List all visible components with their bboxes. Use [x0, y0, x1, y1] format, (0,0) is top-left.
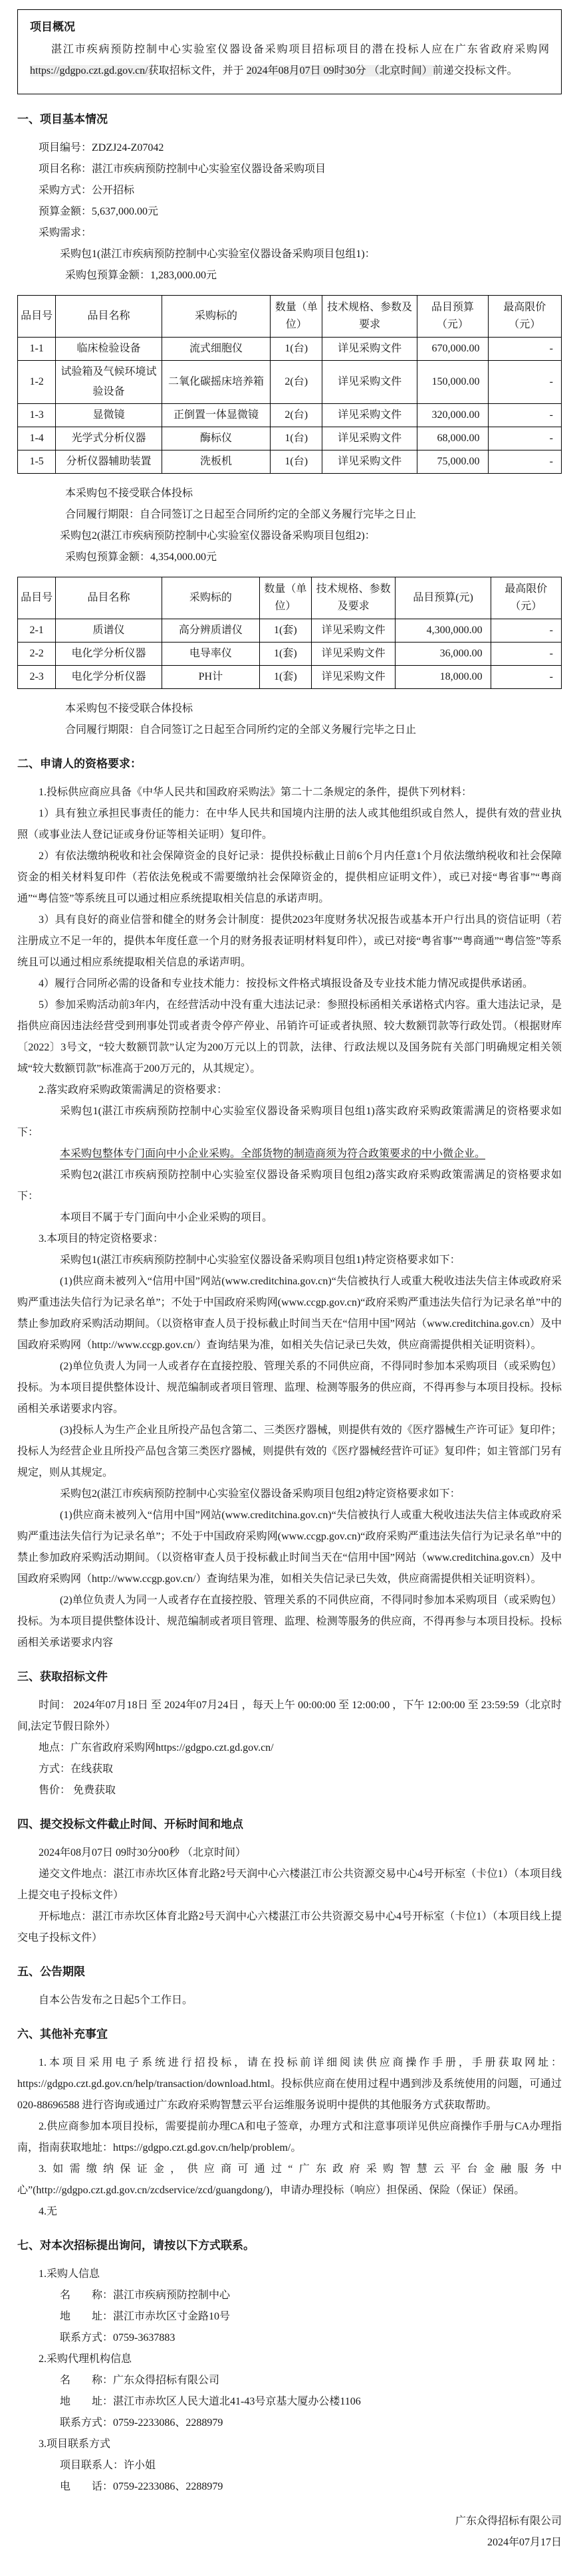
item-row [18, 450, 562, 474]
qualification-paragraph: 5）参加采购活动前3年内，在经营活动中没有重大违法记录：参照投标函相关承诺格式内容。重大违法记录，是指供应商因违法经营受到刑事处罚或者责令停产停业、吊销许可证或者执照、较大数额罚款等行政处罚。（根据财库〔2022〕3号文，“较大数额罚款”认定为200万元以上的罚款，法律、行政法规以及国务院有关部门明确规定相关领域“较大数额罚款”标准高于200万元的，从其规定）。 [17, 999, 562, 1074]
contact-line: 2.采购代理机构信息 [39, 2353, 132, 2365]
item-cell: 2(台) [271, 404, 322, 427]
column-header: 技术规格、参数及要求 [311, 577, 396, 619]
item-row [18, 361, 562, 404]
contact-line: 地 址：湛江市赤坎区人民大道北41-43号京基大厦办公楼1106 [60, 2396, 361, 2407]
item-cell: 详见采购文件 [311, 666, 396, 689]
item-cell: - [491, 666, 561, 689]
item-cell: 1(套) [259, 666, 311, 689]
item-cell: 2-3 [18, 666, 56, 689]
qualification-paragraph: (2)单位负责人为同一人或者存在直接控股、管理关系的不同供应商，不得同时参加本采购项目（或采购包）投标。为本项目提供整体设计、规范编制或者项目管理、监理、检测等服务的供应商，不得再参与本项目投标。投标函相关承诺要求内容 [17, 1595, 562, 1648]
contact-line: 3.项目联系方式 [39, 2438, 111, 2450]
item-cell: 2-1 [18, 619, 56, 643]
section-1-heading: 一、项目基本情况 [17, 113, 108, 126]
other-matter: 3.如需缴纳保证金，供应商可通过“广东政府采购智慧云平台金融服务中心”(http://gdgpo.czt.gd.gov.cn/zcdservice/zcd/guangdong/)，申请办理投标（响应）担保函、保险（保证）保函。 [17, 2163, 562, 2196]
item-cell: 1-3 [18, 404, 56, 427]
item-cell: 二氧化碳摇床培养箱 [162, 361, 271, 404]
announcement-period-lines [17, 1990, 562, 2011]
item-cell: 详见采购文件 [322, 404, 417, 427]
section-5-heading: 五、公告期限 [17, 1965, 85, 1978]
header-row [18, 296, 562, 338]
project-field: 预算金额：5,637,000.00元 [39, 206, 159, 217]
package-note: 合同履行期限：自合同签订之日起至合同所约定的全部义务履行完毕之日止 [65, 724, 417, 736]
item-cell: 1-2 [18, 361, 56, 404]
section-7-heading: 七、对本次招标提出询问，请按以下方式联系。 [17, 2239, 255, 2252]
item-cell: 4,300,000.00 [396, 619, 491, 643]
item-cell: 2-2 [18, 643, 56, 666]
qualification-paragraph: 4）履行合同所必需的设备和专业技术能力：按投标文件格式填报设备及专业技术能力情况或提供承诺函。 [39, 978, 534, 989]
item-cell: 1(套) [259, 619, 311, 643]
item-cell: 电化学分析仪器 [56, 643, 162, 666]
package2-notes [17, 698, 562, 741]
item-cell: 1(台) [271, 427, 322, 450]
column-header: 技术规格、参数及要求 [322, 296, 417, 338]
qualification-paragraph: 2）有依法缴纳税收和社会保障资金的良好记录：提供投标截止日前6个月内任意1个月依法缴纳税收和社会保障资金的相关材料复印件（若依法免税或不需要缴纳社会保障资金的，提供相应证明文件），或已对接“粤省事”“粤商通”“粤信签”等系统且可以通过相应系统提取相关信息的承诺声明。 [17, 850, 562, 904]
submission-line: 开标地点：湛江市赤坎区体育北路2号天润中心六楼湛江市公共资源交易中心4号开标室（卡位1）（本项目线上提交电子投标文件） [17, 1911, 562, 1943]
column-header: 品目名称 [56, 296, 162, 338]
qualification-paragraph: (1)供应商未被列入“信用中国”网站(www.creditchina.gov.cn)“失信被执行人或重大税收违法失信主体或政府采购严重违法失信行为记录名单”；不处于中国政府采购网(www.ccgp.gov.cn)“政府采购严重违法失信行为记录名单”中的禁止参加政府采购活动期间。（以资格审查人员于投标截止时间当天在“信用中国”网站（www.creditchina.gov.cn）及中国政府采购网（http://www.ccgp.gov.cn/）查询结果为准，如相关失信记录已失效，供应商需提供相关证明资料）。 [17, 1510, 562, 1585]
item-row [18, 404, 562, 427]
item-cell: 1-4 [18, 427, 56, 450]
item-cell: 75,000.00 [417, 450, 488, 474]
item-cell: 18,000.00 [396, 666, 491, 689]
item-cell: 1(台) [271, 338, 322, 361]
package1-title: 采购包1(湛江市疾病预防控制中心实验室仪器设备采购项目包组1)： [60, 248, 376, 260]
column-header: 数量（单位） [259, 577, 311, 619]
project-field: 项目编号：ZDZJ24-Z07042 [39, 142, 164, 153]
item-cell: 电导率仪 [162, 643, 259, 666]
header-row [18, 577, 562, 619]
qualification-paragraph: (3)投标人为生产企业且所投产品包含第二、三类医疗器械，则提供有效的《医疗器械生产许可证》复印件；投标人为经营企业且所投产品包含第三类医疗器械，则提供有效的《医疗器械经营许可证》复印件；如主管部门另有规定，则从其规定。 [17, 1425, 562, 1478]
overview-title: 项目概况 [30, 21, 75, 33]
item-row [18, 619, 562, 643]
project-field: 采购方式：公开招标 [39, 185, 135, 196]
qualification-paragraph: 采购包2(湛江市疾病预防控制中心实验室仪器设备采购项目包组2)特定资格要求如下： [60, 1488, 461, 1500]
item-cell: 临床检验设备 [56, 338, 162, 361]
other-matter: 2.供应商参加本项目投标，需要提前办理CA和电子签章，办理方式和注意事项详见供应商操作手册与CA办理指南，指南获取地址：https://gdgpo.czt.gd.gov.cn/help/problem/。 [17, 2121, 562, 2153]
qualification-paragraph: 采购包2(湛江市疾病预防控制中心实验室仪器设备采购项目包组2)落实政府采购政策需满足的资格要求如下： [17, 1169, 562, 1202]
contact-line: 名 称：湛江市疾病预防控制中心 [60, 2290, 231, 2301]
section-6-heading: 六、其他补充事宜 [17, 2028, 108, 2040]
signature-date: 2024年07月17日 [487, 2537, 562, 2548]
qualification-paragraph: 3）具有良好的商业信誉和健全的财务会计制度：提供2023年度财务状况报告或基本开户行出具的资信证明（若注册成立不足一年的，提供本年度任意一个月的财务报表证明材料复印件），或已对接“粤省事”“粤商通”“粤信签”等系统且可以通过相应系统提取相关信息的承诺声明。 [17, 914, 562, 968]
obtain-document-lines [17, 1695, 562, 1801]
item-cell: - [488, 338, 561, 361]
qualification-paragraph: 1.投标供应商应具备《中华人民共和国政府采购法》第二十二条规定的条件，提供下列材料： [39, 787, 473, 798]
package1-notes [17, 483, 562, 526]
item-cell: 正倒置一体显微镜 [162, 404, 271, 427]
item-cell: 详见采购文件 [322, 338, 417, 361]
bid-submission-deadline: 2024年08月07日 09时30分 （北京时间） [246, 65, 433, 76]
item-row [18, 338, 562, 361]
item-cell: 详见采购文件 [322, 361, 417, 404]
obtain-line: 时间： 2024年07月18日 至 2024年07月24日 ，每天上午 00:00:00 至 12:00:00 ，下午 12:00:00 至 23:59:59（北京时间,法定节假日除外） [17, 1700, 562, 1732]
item-cell: 高分辨质谱仪 [162, 619, 259, 643]
contact-line: 名 称：广东众得招标有限公司 [60, 2375, 220, 2386]
package-note: 本采购包不接受联合体投标 [65, 488, 193, 499]
column-header: 品目号 [18, 296, 56, 338]
item-cell: 详见采购文件 [322, 450, 417, 474]
project-basic-fields [17, 138, 562, 244]
package-note: 本采购包不接受联合体投标 [65, 703, 193, 714]
item-cell: 详见采购文件 [311, 643, 396, 666]
other-matters-paragraphs [17, 2052, 562, 2223]
item-cell: 36,000.00 [396, 643, 491, 666]
qualification-paragraph: 本采购包整体专门面向中小企业采购。全部货物的制造商须为符合政策要求的中小微企业。 [60, 1148, 486, 1159]
section-4-heading: 四、提交投标文件截止时间、开标时间和地点 [17, 1818, 243, 1831]
item-cell: 流式细胞仪 [162, 338, 271, 361]
announcement-line: 自本公告发布之日起5个工作日。 [39, 1995, 193, 2006]
submission-line: 递交文件地点：湛江市赤坎区体育北路2号天润中心六楼湛江市公共资源交易中心4号开标室（卡位1）（本项目线上提交电子投标文件） [17, 1868, 562, 1901]
package-note: 合同履行期限：自合同签订之日起至合同所约定的全部义务履行完毕之日止 [65, 509, 417, 520]
overview-paragraph [30, 39, 549, 82]
qualification-paragraph: 1）具有独立承担民事责任的能力：在中华人民共和国境内注册的法人或其他组织或自然人，提供有效的营业执照（或事业法人登记证或身份证等相关证明）复印件。 [17, 808, 562, 841]
item-cell: - [491, 643, 561, 666]
qualification-paragraph: 采购包1(湛江市疾病预防控制中心实验室仪器设备采购项目包组1)特定资格要求如下： [60, 1254, 461, 1266]
project-field: 采购需求： [39, 227, 92, 239]
qualification-paragraphs [17, 782, 562, 1654]
item-cell: - [488, 361, 561, 404]
column-header: 采购标的 [162, 577, 259, 619]
column-header: 品目名称 [56, 577, 162, 619]
project-field: 项目名称：湛江市疾病预防控制中心实验室仪器设备采购项目 [39, 163, 326, 175]
package1-budget: 采购包预算金额：1,283,000.00元 [65, 270, 217, 281]
item-cell: 分析仪器辅助装置 [56, 450, 162, 474]
contact-line: 地 址：湛江市赤坎区寸金路10号 [60, 2311, 231, 2322]
overview-text-mid: 获取招标文件，并于 [148, 65, 247, 76]
item-cell: - [488, 404, 561, 427]
item-cell: 1(台) [271, 450, 322, 474]
qualification-paragraph: 2.落实政府采购政策需满足的资格要求： [39, 1084, 228, 1096]
contact-line: 电 话：0759-2233086、2288979 [60, 2481, 223, 2492]
item-row [18, 643, 562, 666]
item-cell: 洗板机 [162, 450, 271, 474]
overview-text-tail: 前递交投标文件。 [432, 65, 518, 76]
column-header: 数量（单位） [271, 296, 322, 338]
item-cell: 320,000.00 [417, 404, 488, 427]
item-cell: 质谱仪 [56, 619, 162, 643]
item-row [18, 666, 562, 689]
column-header: 品目预算（元） [417, 296, 488, 338]
qualification-paragraph: 采购包1(湛江市疾病预防控制中心实验室仪器设备采购项目包组1)落实政府采购政策需满足的资格要求如下： [17, 1106, 562, 1138]
item-cell: 酶标仪 [162, 427, 271, 450]
item-cell: - [488, 450, 561, 474]
qualification-paragraph: (1)供应商未被列入“信用中国”网站(www.creditchina.gov.cn)“失信被执行人或重大税收违法失信主体或政府采购严重违法失信行为记录名单”；不处于中国政府采购网(www.ccgp.gov.cn)“政府采购严重违法失信行为记录名单”中的禁止参加政府采购活动期间。（以资格审查人员于投标截止时间当天在“信用中国”网站（www.creditchina.gov.cn）及中国政府采购网（http://www.ccgp.gov.cn/）查询结果为准，如相关失信记录已失效，供应商需提供相关证明资料）。 [17, 1276, 562, 1351]
other-matter: 1.本项目采用电子系统进行招投标，请在投标前详细阅读供应商操作手册，手册获取网址：https://gdgpo.czt.gd.gov.cn/help/transaction/download.html。投标供应商在使用过程中遇到涉及系统使用的问题，可通过020-88696588 进行咨询或通过广东政府采购智慧云平台运维服务说明中提供的其他服务方式获取帮助。 [17, 2057, 562, 2111]
contact-line: 1.采购人信息 [39, 2268, 100, 2280]
item-cell: 1-5 [18, 450, 56, 474]
signature-block [17, 2511, 562, 2553]
overview-text-lead: 湛江市疾病预防控制中心实验室仪器设备采购项目招标项目的潜在投标人应在广东省政府采购网 [51, 44, 549, 55]
column-header: 品目号 [18, 577, 56, 619]
item-cell: 1(套) [259, 643, 311, 666]
item-cell: 光学式分析仪器 [56, 427, 162, 450]
section-2-heading: 二、申请人的资格要求： [17, 757, 142, 770]
item-cell: 详见采购文件 [311, 619, 396, 643]
item-cell: PH计 [162, 666, 259, 689]
item-cell: 670,000.00 [417, 338, 488, 361]
item-cell: 试验箱及气候环境试验设备 [56, 361, 162, 404]
item-cell: 150,000.00 [417, 361, 488, 404]
item-cell: - [488, 427, 561, 450]
package2-budget: 采购包预算金额：4,354,000.00元 [65, 551, 217, 563]
section-3-heading: 三、获取招标文件 [17, 1670, 108, 1683]
other-matter: 4.无 [39, 2206, 58, 2217]
obtain-line: 方式：在线获取 [39, 1763, 114, 1775]
item-row [18, 427, 562, 450]
obtain-line: 售价： 免费获取 [39, 1785, 116, 1796]
qualification-paragraph: (2)单位负责人为同一人或者存在直接控股、管理关系的不同供应商，不得同时参加本采购项目（或采购包）投标。为本项目提供整体设计、规范编制或者项目管理、监理、检测等服务的供应商，不得再参与本项目投标。投标函相关承诺要求内容。 [17, 1361, 562, 1415]
item-cell: 68,000.00 [417, 427, 488, 450]
contact-line: 联系方式：0759-3637883 [60, 2332, 175, 2343]
contact-line: 联系方式：0759-2233086、2288979 [60, 2417, 223, 2428]
item-cell: 详见采购文件 [322, 427, 417, 450]
package2-title: 采购包2(湛江市疾病预防控制中心实验室仪器设备采购项目包组2)： [60, 530, 376, 542]
item-cell: 显微镜 [56, 404, 162, 427]
qualification-paragraph: 3.本项目的特定资格要求： [39, 1233, 164, 1244]
agency-signature: 广东众得招标有限公司 [455, 2516, 562, 2527]
submission-line: 2024年08月07日 09时30分00秒 （北京时间） [39, 1847, 247, 1858]
item-cell: - [491, 619, 561, 643]
procurement-portal-url: https://gdgpo.czt.gd.gov.cn/ [30, 65, 148, 76]
column-header: 最高限价（元） [491, 577, 561, 619]
item-cell: 2(台) [271, 361, 322, 404]
project-overview-box [17, 9, 562, 94]
submission-lines [17, 1842, 562, 1949]
item-cell: 1-1 [18, 338, 56, 361]
column-header: 采购标的 [162, 296, 271, 338]
column-header: 品目预算(元) [396, 577, 491, 619]
package1-items-table [17, 295, 562, 474]
qualification-paragraph: 本项目不属于专门面向中小企业采购的项目。 [60, 1212, 273, 1223]
package2-items-table [17, 577, 562, 689]
obtain-line: 地点：广东省政府采购网https://gdgpo.czt.gd.gov.cn/ [39, 1742, 274, 1753]
item-cell: 电化学分析仪器 [56, 666, 162, 689]
contact-info-lines [17, 2264, 562, 2498]
column-header: 最高限价（元） [488, 296, 561, 338]
contact-line: 项目联系人：许小姐 [60, 2460, 156, 2471]
